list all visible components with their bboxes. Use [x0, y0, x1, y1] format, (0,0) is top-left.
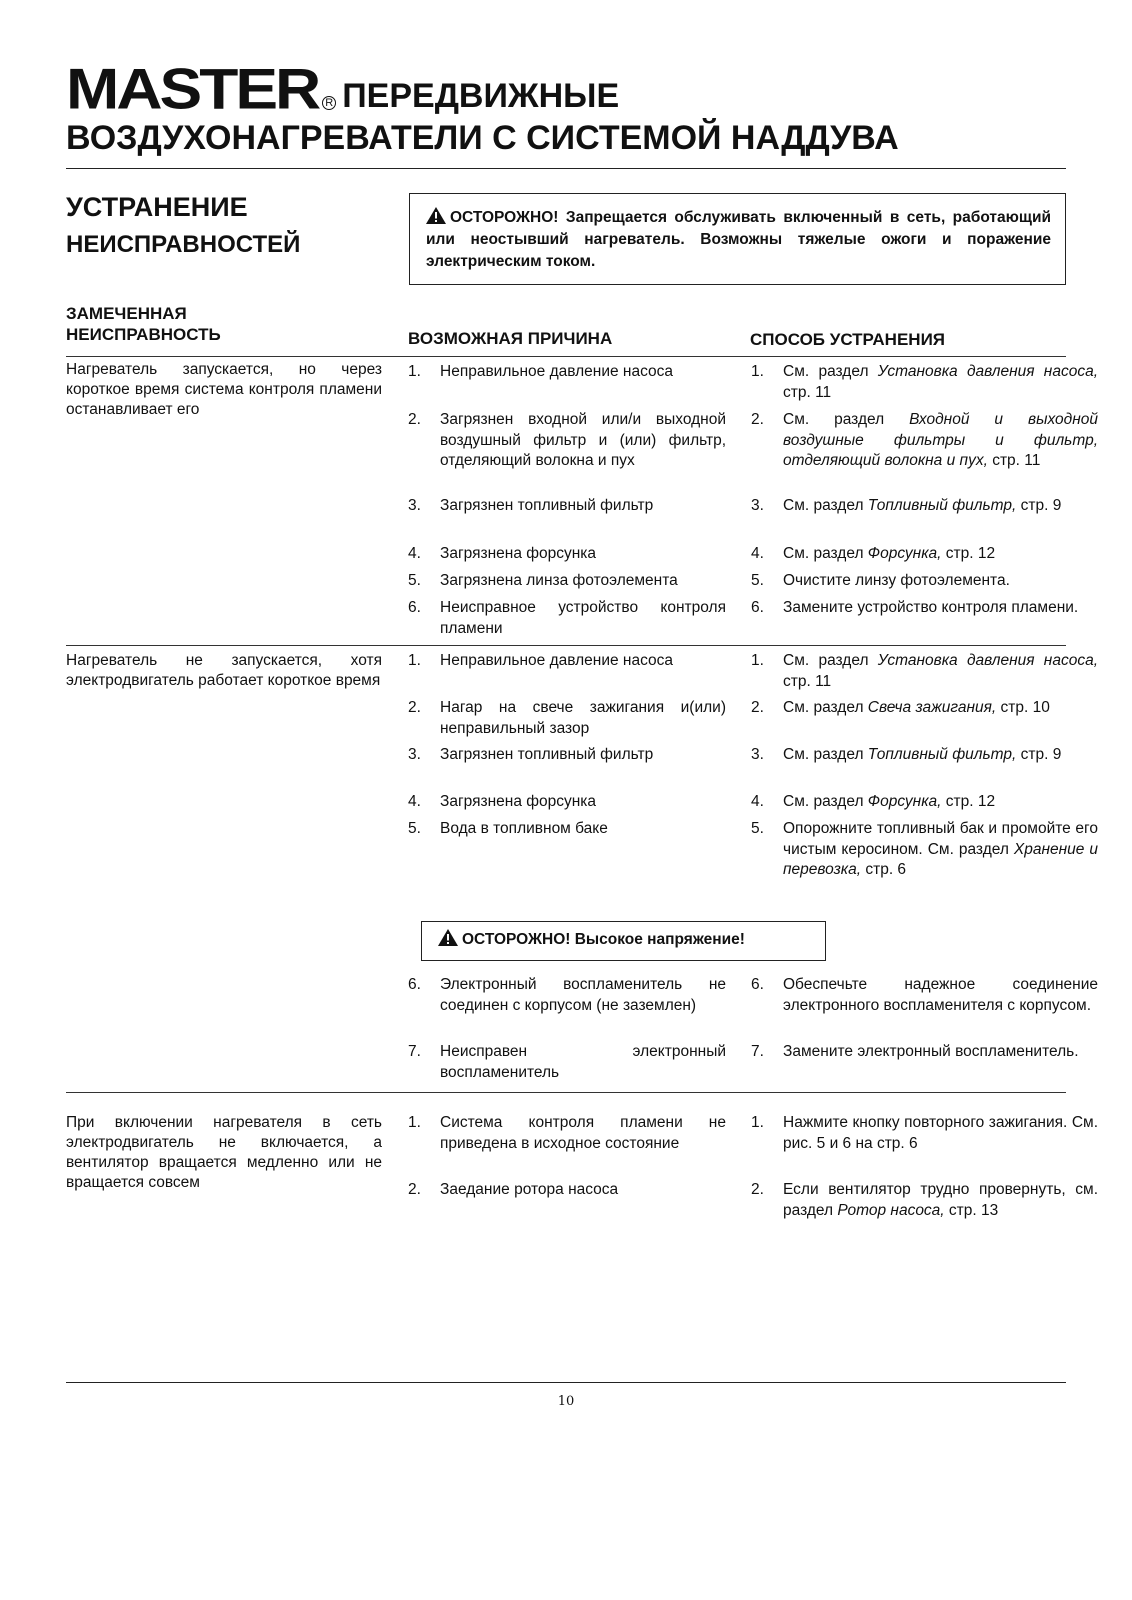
cause-text: Загрязнен топливный фильтр: [440, 746, 654, 763]
main-warning-label: ОСТОРОЖНО!: [450, 209, 559, 226]
header-title-line2: ВОЗДУХОНАГРЕВАТЕЛИ С СИСТЕМОЙ НАДДУВА: [66, 119, 899, 157]
fix-reference: Форсунка,: [867, 545, 942, 562]
cause-number: 2.: [408, 1181, 421, 1198]
table-divider: [66, 645, 1066, 646]
fix-text: Обеспечьте надежное соединение электронного воспламенителя с корпусом.: [783, 976, 1098, 1014]
fix-text: Замените устройство контроля пламени.: [783, 599, 1079, 616]
page-header: [66, 52, 1066, 160]
fix-number: 2.: [751, 1181, 764, 1198]
cause-number: 3.: [408, 497, 421, 514]
cause-text: Неисправное устройство контроля пламени: [440, 599, 726, 637]
high-voltage-warning-text: ОСТОРОЖНО! Высокое напряжение!: [462, 931, 745, 948]
cause-text: Загрязнена линза фотоэлемента: [440, 572, 678, 589]
cause-text: Неправильное давление насоса: [440, 652, 674, 669]
table-divider: [66, 356, 1066, 357]
fix-number: 1.: [751, 363, 764, 380]
section-title: [66, 190, 300, 262]
cause-text: Загрязнен входной или/и выходной воздушный фильтр и (или) фильтр, отделяющий волокна и пух: [440, 411, 726, 469]
column-header-problem-line1: ЗАМЕЧЕННАЯ: [66, 304, 187, 323]
fix-number: 4.: [751, 545, 764, 562]
warning-triangle-icon: [426, 207, 446, 224]
fix-number: 3.: [751, 497, 764, 514]
cause-text: Система контроля пламени не приведена в исходное состояние: [440, 1114, 726, 1152]
fix-text: См. раздел Свеча зажигания, стр. 10: [783, 699, 1050, 716]
cause-number: 4.: [408, 545, 421, 562]
fix-number: 2.: [751, 411, 764, 428]
footer-divider: [66, 1382, 1066, 1383]
fix-reference: Форсунка,: [867, 793, 942, 810]
column-header-problem: [66, 303, 221, 345]
brand-row: [66, 52, 1066, 122]
problem-3: При включении нагревателя в сеть электродвигатель не включается, а вентилятор вращается медленно или не вращается совсем: [66, 1114, 382, 1191]
cause-number: 3.: [408, 746, 421, 763]
fix-number: 3.: [751, 746, 764, 763]
fix-text: Нажмите кнопку повторного зажигания. См. рис. 5 и 6 на стр. 6: [783, 1114, 1098, 1152]
problem-1: Нагреватель запускается, но через короткое время система контроля пламени останавливает его: [66, 361, 382, 418]
cause-text: Загрязнена форсунка: [440, 793, 597, 810]
column-header-fix: СПОСОБ УСТРАНЕНИЯ: [750, 330, 946, 349]
fix-reference: Установка давления насоса,: [877, 363, 1099, 380]
fix-number: 1.: [751, 652, 764, 669]
table-divider: [66, 1092, 1066, 1093]
cause-text: Заедание ротора насоса: [440, 1181, 619, 1198]
fix-reference: Топливный фильтр,: [867, 497, 1017, 514]
master-logo: MASTER: [66, 56, 319, 122]
fix-text: См. раздел Форсунка, стр. 12: [783, 793, 996, 810]
fix-text: См. раздел Топливный фильтр, стр. 9: [783, 497, 1062, 514]
fix-number: 7.: [751, 1043, 764, 1060]
fix-text: См. раздел Установка давления насоса, стр. 11: [783, 363, 1099, 401]
cause-number: 1.: [408, 1114, 421, 1131]
fix-number: 5.: [751, 572, 764, 589]
fix-text: См. раздел Установка давления насоса, стр. 11: [783, 652, 1099, 690]
cause-text: Электронный воспламенитель не соединен с корпусом (не заземлен): [440, 976, 726, 1014]
fix-number: 2.: [751, 699, 764, 716]
fix-reference: Входной и выходной воздушные фильтры и фильтр, отделяющий волокна и пух,: [783, 411, 1099, 469]
fix-text: См. раздел Топливный фильтр, стр. 9: [783, 746, 1062, 763]
warning-triangle-icon: [438, 929, 458, 946]
column-header-problem-line2: НЕИСПРАВНОСТЬ: [66, 325, 221, 344]
cause-text: Вода в топливном баке: [440, 820, 608, 837]
cause-number: 2.: [408, 411, 421, 428]
column-header-cause: ВОЗМОЖНАЯ ПРИЧИНА: [408, 329, 613, 348]
cause-number: 1.: [408, 652, 421, 669]
section-title-line2: НЕИСПРАВНОСТЕЙ: [66, 231, 301, 258]
fix-reference: Установка давления насоса,: [877, 652, 1099, 669]
fix-number: 6.: [751, 976, 764, 993]
fix-text: Очистите линзу фотоэлемента.: [783, 572, 1010, 589]
header-divider: [66, 168, 1066, 169]
high-voltage-warning: [421, 921, 826, 961]
cause-number: 2.: [408, 699, 421, 716]
problem-2: Нагреватель не запускается, хотя электродвигатель работает короткое время: [66, 652, 382, 689]
cause-number: 6.: [408, 599, 421, 616]
header-title-line1: ПЕРЕДВИЖНЫЕ: [342, 77, 620, 115]
section-title-line1: УСТРАНЕНИЕ: [66, 192, 248, 222]
fix-number: 1.: [751, 1114, 764, 1131]
cause-text: Загрязнен топливный фильтр: [440, 497, 654, 514]
fix-text: См. раздел Форсунка, стр. 12: [783, 545, 996, 562]
cause-number: 5.: [408, 572, 421, 589]
fix-number: 4.: [751, 793, 764, 810]
fix-number: 5.: [751, 820, 764, 837]
main-warning-box: [409, 193, 1066, 285]
cause-text: Неправильное давление насоса: [440, 363, 674, 380]
fix-text: См. раздел Входной и выходной воздушные фильтры и фильтр, отделяющий волокна и пух, стр. 11: [783, 411, 1099, 469]
cause-number: 4.: [408, 793, 421, 810]
fix-number: 6.: [751, 599, 764, 616]
fix-reference: Топливный фильтр,: [867, 746, 1017, 763]
fix-text: Опорожните топливный бак и промойте его чистым керосином. См. раздел Хранение и перевозка, стр. 6: [783, 820, 1098, 878]
page-number: 10: [557, 1394, 575, 1409]
cause-number: 5.: [408, 820, 421, 837]
fix-reference: Хранение и перевозка,: [783, 840, 1098, 878]
cause-number: 6.: [408, 976, 421, 993]
cause-text: Нагар на свече зажигания и(или) неправильный зазор: [440, 699, 726, 737]
fix-text: Если вентилятор трудно провернуть, см. раздел Ротор насоса, стр. 13: [783, 1181, 1098, 1219]
cause-number: 1.: [408, 363, 421, 380]
registered-mark: R: [322, 96, 336, 110]
fix-reference: Свеча зажигания,: [867, 699, 997, 716]
cause-text: Загрязнена форсунка: [440, 545, 597, 562]
cause-number: 7.: [408, 1043, 421, 1060]
main-warning-text: Запрещается обслуживать включенный в сеть, работающий или неостывший нагреватель. Возможны тяжелые ожоги и поражение электрическим током.: [426, 209, 1052, 270]
cause-text: Неисправен электронный воспламенитель: [440, 1043, 726, 1081]
fix-reference: Ротор насоса,: [837, 1201, 945, 1219]
fix-text: Замените электронный воспламенитель.: [783, 1043, 1079, 1060]
